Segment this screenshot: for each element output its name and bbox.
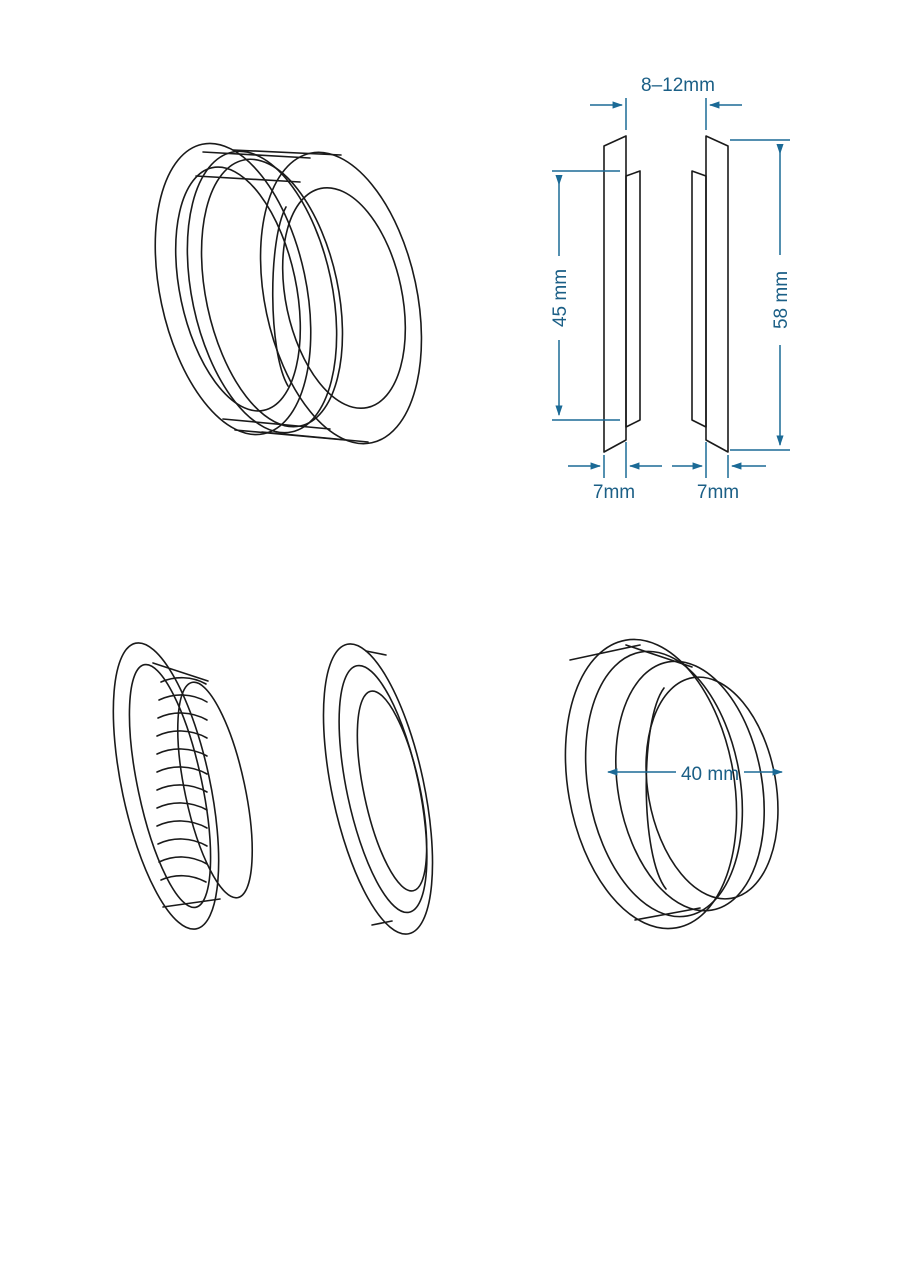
dimension-label-flange-right: 7mm [696, 482, 740, 503]
dimension-annotations [552, 98, 790, 772]
dimension-label-gap-width: 8–12mm [641, 75, 715, 96]
cross-section-dimensioned-view [604, 136, 728, 452]
front-bore-dimensioned-view [544, 626, 795, 942]
dimension-label-bore-diameter: 40 mm [680, 764, 740, 785]
dimension-label-outer-height: 58 mm [771, 270, 792, 330]
dimension-label-flange-left: 7mm [592, 482, 636, 503]
threaded-barrel-exploded-view [93, 634, 268, 938]
dimension-flange-left [568, 442, 662, 478]
dimension-gap-width [590, 98, 742, 130]
assembled-isometric-view [131, 129, 446, 459]
dimension-label-inner-height: 45 mm [550, 268, 571, 328]
screw-on-ring-exploded-view [302, 635, 454, 944]
